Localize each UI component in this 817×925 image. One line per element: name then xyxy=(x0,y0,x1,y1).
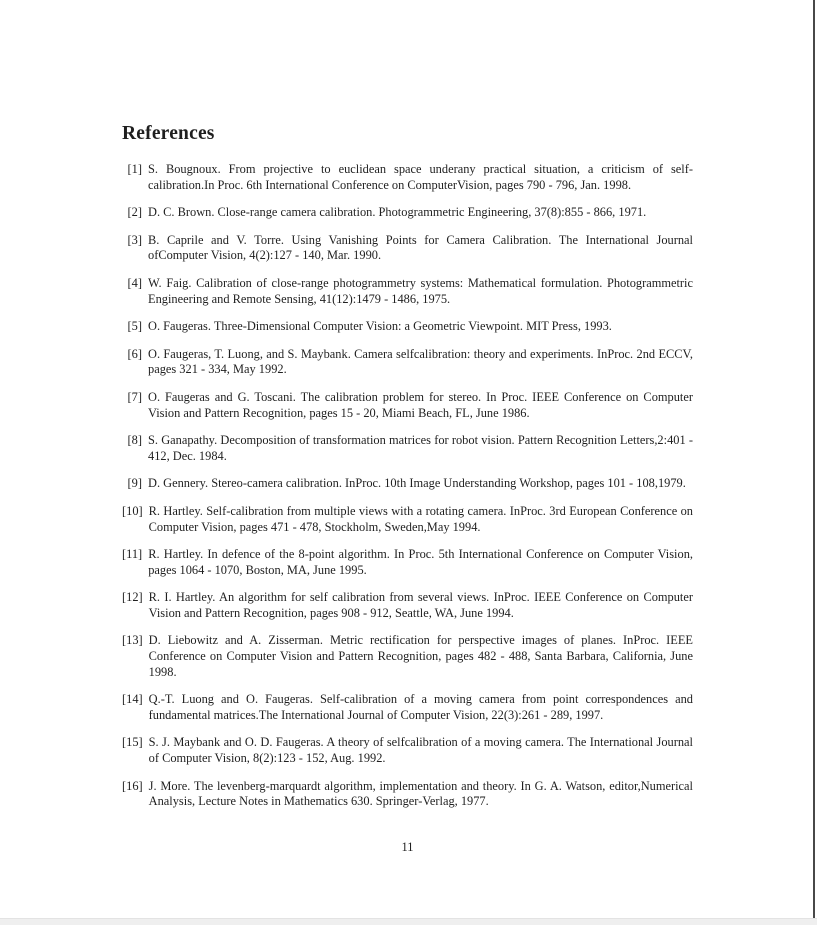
reference-entry xyxy=(122,390,693,421)
document-page xyxy=(122,0,693,855)
reference-label: [2] xyxy=(127,205,142,220)
reference-entry xyxy=(122,276,693,307)
reference-label: [4] xyxy=(127,275,142,290)
reference-label: [15] xyxy=(122,735,143,750)
reference-entry xyxy=(122,433,693,464)
reference-text: R. Hartley. In defence of the 8-point algorithm. In Proc. 5th International Conference on Computer Vision, pages 1064 - 1070, Boston, MA, June 1995. xyxy=(148,547,693,577)
reference-entry xyxy=(122,476,693,492)
reference-text: S. Bougnoux. From projective to euclidean space underany practical situation, a criticism of self-calibration.In Proc. 6th International Conference on ComputerVision, pages 790 - 796, Jan. 1998. xyxy=(148,162,693,192)
reference-label: [5] xyxy=(127,319,142,334)
reference-text: D. Liebowitz and A. Zisserman. Metric rectification for perspective images of planes. InProc. IEEE Conference on Computer Vision and Pattern Recognition, pages 482 - 488, Santa Barbara, California, June 1998. xyxy=(148,633,693,679)
reference-text: O. Faugeras. Three-Dimensional Computer Vision: a Geometric Viewpoint. MIT Press, 1993. xyxy=(148,319,612,334)
reference-entry xyxy=(122,590,693,621)
reference-label: [13] xyxy=(122,633,143,648)
reference-text: R. Hartley. Self-calibration from multiple views with a rotating camera. InProc. 3rd European Conference on Computer Vision, pages 471 - 478, Stockholm, Sweden,May 1994. xyxy=(148,503,693,534)
reference-text: O. Faugeras and G. Toscani. The calibration problem for stereo. In Proc. IEEE Conference on Computer Vision and Pattern Recognition, pages 15 - 20, Miami Beach, FL, June 1986. xyxy=(148,389,693,420)
reference-text: Q.-T. Luong and O. Faugeras. Self-calibration of a moving camera from point correspondences and fundamental matrices.The International Journal of Computer Vision, 22(3):261 - 289, 1997. xyxy=(148,692,693,722)
reference-label: [16] xyxy=(122,778,143,793)
reference-entry xyxy=(122,504,693,535)
reference-entry xyxy=(122,735,693,766)
window-edge-line xyxy=(813,0,815,919)
reference-text: R. I. Hartley. An algorithm for self calibration from several views. InProc. IEEE Conference on Computer Vision and Pattern Recognition, pages 908 - 912, Seattle, WA, June 1994. xyxy=(148,590,693,620)
reference-entry xyxy=(122,547,693,578)
reference-label: [12] xyxy=(122,590,143,605)
reference-entry xyxy=(122,162,693,193)
reference-text: D. C. Brown. Close-range camera calibration. Photogrammetric Engineering, 37(8):855 - 866, 1971. xyxy=(148,205,647,220)
page-bottom-strip xyxy=(0,918,817,925)
reference-entry xyxy=(122,233,693,264)
reference-label: [11] xyxy=(122,547,143,562)
reference-entry xyxy=(122,692,693,723)
reference-text: S. J. Maybank and O. D. Faugeras. A theory of selfcalibration of a moving camera. The International Journal of Computer Vision, 8(2):123 - 152, Aug. 1992. xyxy=(148,735,693,766)
reference-entry xyxy=(122,205,693,221)
reference-text: W. Faig. Calibration of close-range photogrammetry systems: Mathematical formulation. Photogrammetric Engineering and Remote Sensing, 41(12):1479 - 1486, 1975. xyxy=(148,275,693,306)
reference-label: [14] xyxy=(122,692,143,707)
reference-label: [1] xyxy=(127,162,142,176)
reference-label: [6] xyxy=(127,346,142,361)
reference-entry xyxy=(122,779,693,810)
reference-entry xyxy=(122,633,693,680)
reference-label: [10] xyxy=(122,503,143,518)
reference-list xyxy=(122,162,693,810)
reference-label: [7] xyxy=(127,389,142,404)
reference-text: O. Faugeras, T. Luong, and S. Maybank. Camera selfcalibration: theory and experiments. InProc. 2nd ECCV, pages 321 - 334, May 1992. xyxy=(148,346,693,377)
reference-entry xyxy=(122,319,693,335)
reference-label: [9] xyxy=(127,476,142,491)
reference-text: D. Gennery. Stereo-camera calibration. InProc. 10th Image Understanding Workshop, pages 101 - 108,1979. xyxy=(148,476,686,491)
reference-text: B. Caprile and V. Torre. Using Vanishing Points for Camera Calibration. The International Journal ofComputer Vision, 4(2):127 - 140, Mar. 1990. xyxy=(148,232,693,263)
page-number: 11 xyxy=(401,839,414,854)
reference-text: S. Ganapathy. Decomposition of transformation matrices for robot vision. Pattern Recognition Letters,2:401 - 412, Dec. 1984. xyxy=(148,433,693,463)
reference-label: [8] xyxy=(127,433,142,448)
reference-text: J. More. The levenberg-marquardt algorithm, implementation and theory. In G. A. Watson, editor,Numerical Analysis, Lecture Notes in Mathematics 630. Springer-Verlag, 1977. xyxy=(148,778,693,809)
references-heading: References xyxy=(122,123,215,144)
reference-label: [3] xyxy=(127,232,142,247)
reference-entry xyxy=(122,347,693,378)
